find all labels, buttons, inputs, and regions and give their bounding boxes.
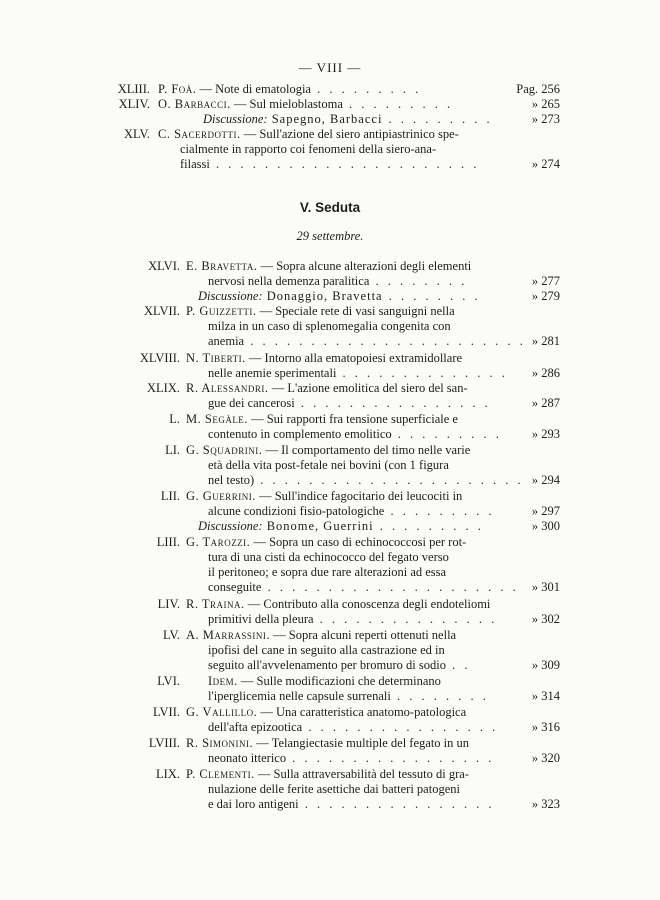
section-date: 29 settembre. — [296, 229, 364, 243]
page-header: — VIII — — [298, 60, 362, 75]
section-title: V. Seduta — [299, 200, 361, 215]
